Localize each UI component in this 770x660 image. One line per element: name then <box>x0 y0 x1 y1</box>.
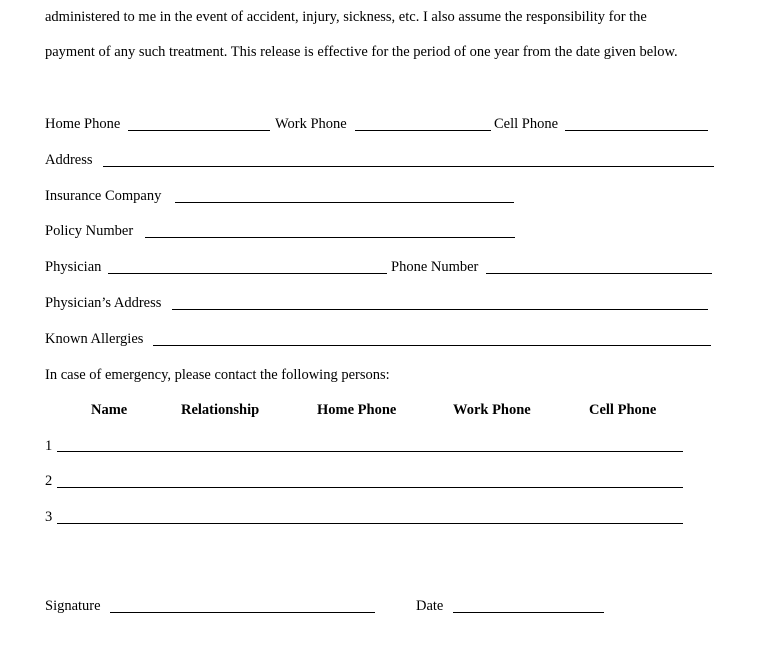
emergency-row-2-field[interactable] <box>57 487 683 488</box>
work-phone-field[interactable] <box>355 130 491 131</box>
home-phone-field[interactable] <box>128 130 270 131</box>
date-field[interactable] <box>453 612 604 613</box>
emergency-row-3-field[interactable] <box>57 523 683 524</box>
known-allergies-field[interactable] <box>153 345 711 346</box>
known-allergies-label: Known Allergies <box>45 331 144 347</box>
emergency-row-1-field[interactable] <box>57 451 683 452</box>
emergency-row-3-number: 3 <box>45 509 53 525</box>
header-cell-phone: Cell Phone <box>589 402 657 418</box>
emergency-instruction: In case of emergency, please contact the following persons: <box>45 367 390 383</box>
phone-number-label: Phone Number <box>391 259 479 275</box>
header-work-phone: Work Phone <box>453 402 531 418</box>
intro-line-1: administered to me in the event of accident, injury, sickness, etc. I also assume the responsibility for the <box>45 9 647 25</box>
physician-label: Physician <box>45 259 102 275</box>
header-home-phone: Home Phone <box>317 402 397 418</box>
emergency-row-1-number: 1 <box>45 438 53 454</box>
physician-field[interactable] <box>108 273 387 274</box>
physicians-address-field[interactable] <box>172 309 708 310</box>
work-phone-label: Work Phone <box>275 116 347 132</box>
date-label: Date <box>416 598 444 614</box>
header-relationship: Relationship <box>181 402 260 418</box>
intro-line-2: payment of any such treatment. This release is effective for the period of one year from the date given below. <box>45 44 678 60</box>
address-field[interactable] <box>103 166 714 167</box>
emergency-row-2-number: 2 <box>45 473 53 489</box>
home-phone-label: Home Phone <box>45 116 121 132</box>
cell-phone-field[interactable] <box>565 130 708 131</box>
signature-label: Signature <box>45 598 101 614</box>
phone-number-field[interactable] <box>486 273 712 274</box>
insurance-company-label: Insurance Company <box>45 188 162 204</box>
header-name: Name <box>91 402 128 418</box>
signature-field[interactable] <box>110 612 375 613</box>
policy-number-label: Policy Number <box>45 223 134 239</box>
address-label: Address <box>45 152 93 168</box>
physicians-address-label: Physician’s Address <box>45 295 162 311</box>
insurance-company-field[interactable] <box>175 202 514 203</box>
cell-phone-label: Cell Phone <box>494 116 559 132</box>
policy-number-field[interactable] <box>145 237 515 238</box>
